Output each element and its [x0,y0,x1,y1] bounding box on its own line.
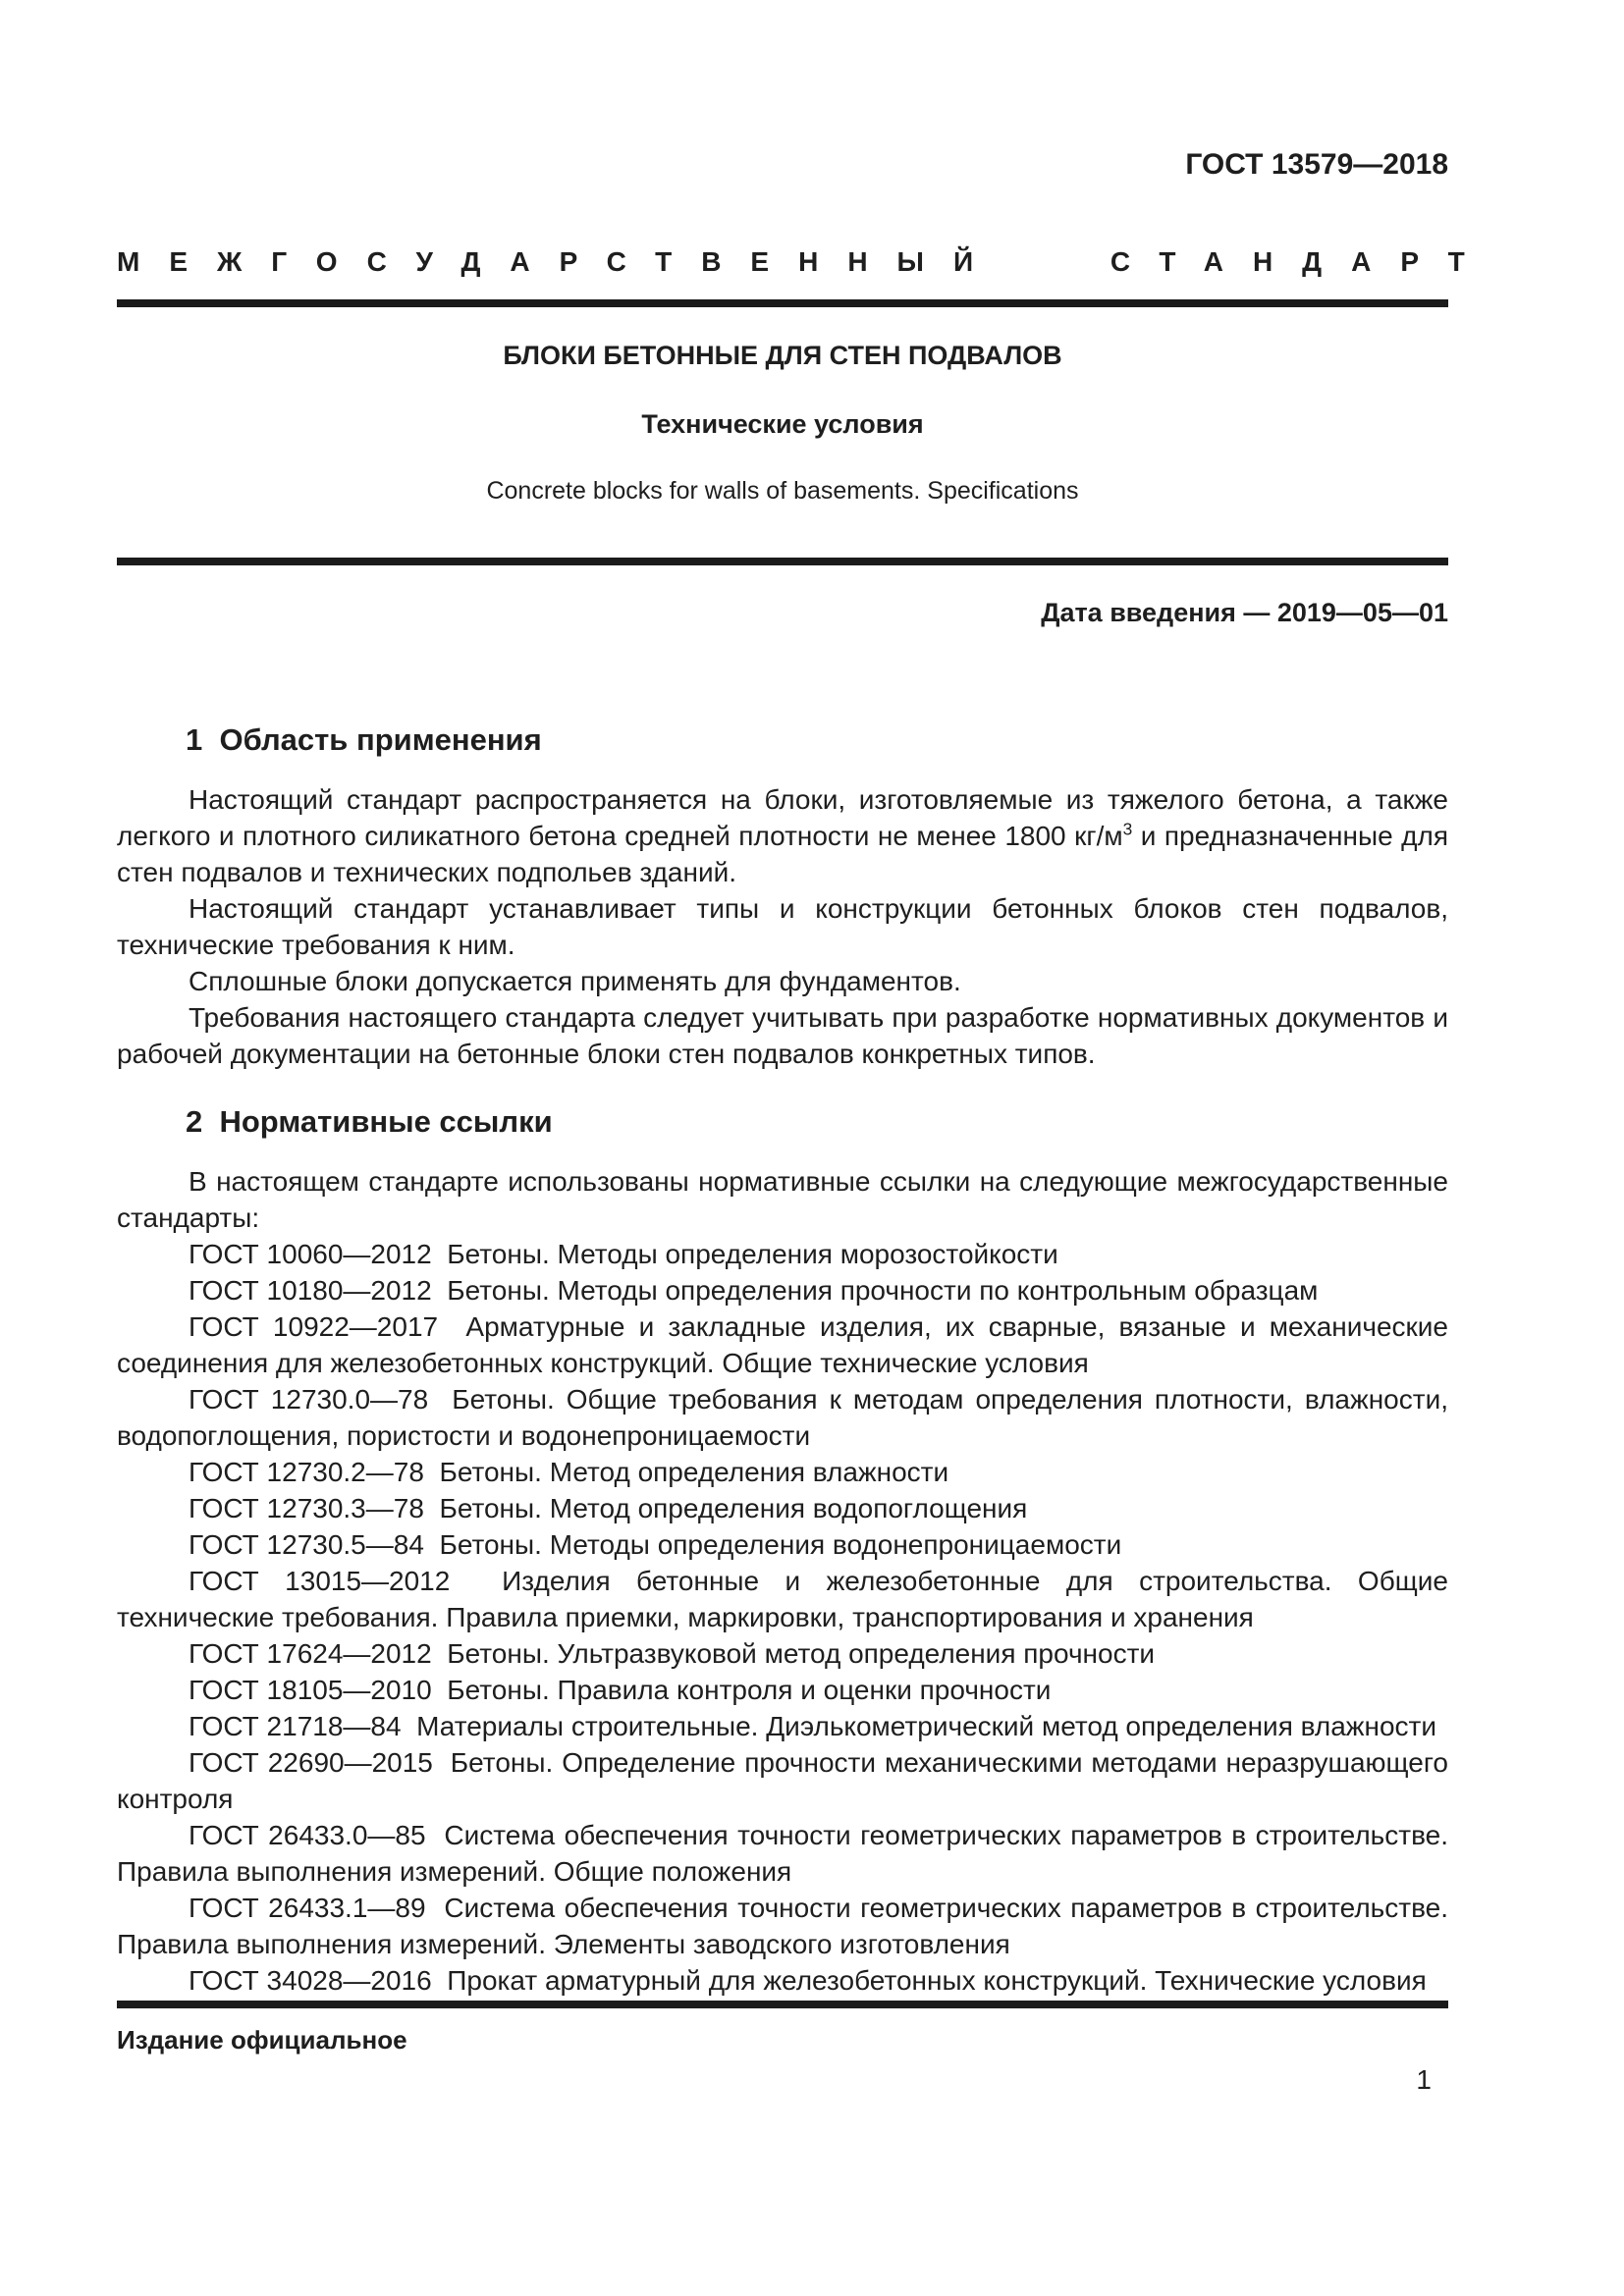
standard-type-heading: МЕЖГОСУДАРСТВЕННЫЙ СТАНДАРТ [117,246,1494,277]
references-intro: В настоящем стандарте использованы нормативные ссылки на следующие межгосударственные стандарты: [117,1166,1448,1233]
section-references-heading: 2 Нормативные ссылки [186,1104,553,1139]
reference-item: ГОСТ 34028—2016 Прокат арматурный для железобетонных конструкций. Технические условия [189,1965,1427,1996]
scope-paragraph-2: Настоящий стандарт устанавливает типы и конструкции бетонных блоков стен подвалов, технические требования к ним. [117,893,1448,960]
reference-item: ГОСТ 12730.3—78 Бетоны. Метод определения водопоглощения [189,1493,1028,1523]
reference-item: ГОСТ 12730.0—78 Бетоны. Общие требования к методам определения плотности, влажности, водопоглощения, пористости и водонепроницаемости [117,1384,1448,1451]
reference-item: ГОСТ 26433.1—89 Система обеспечения точности геометрических параметров в строительстве. Правила выполнения измерений. Элементы заводского изготовления [117,1893,1448,1959]
reference-item: ГОСТ 10180—2012 Бетоны. Методы определения прочности по контрольным образцам [189,1275,1319,1306]
section-scope-body [117,781,1448,1072]
header-rule [117,299,1448,307]
title-rule [117,558,1448,565]
section-references-body [117,1163,1448,1999]
scope-paragraph-3: Сплошные блоки допускается применять для фундаментов. [189,966,961,996]
superscript-cube: 3 [1122,819,1133,839]
doc-number: ГОСТ 13579—2018 [1185,148,1448,181]
reference-item: ГОСТ 17624—2012 Бетоны. Ультразвуковой метод определения прочности [189,1638,1156,1669]
scope-paragraph-4: Требования настоящего стандарта следует учитывать при разработке нормативных документов и рабочей документации на бетонные блоки стен подвалов конкретных типов. [117,1002,1448,1069]
footer-rule [117,2001,1448,2008]
reference-item: ГОСТ 10922—2017 Арматурные и закладные изделия, их сварные, вязаные и механические соединения для железобетонных конструкций. Общие технические условия [117,1311,1448,1378]
reference-item: ГОСТ 21718—84 Материалы строительные. Диэлькометрический метод определения влажности [189,1711,1437,1741]
section-scope-heading: 1 Область применения [186,722,542,757]
reference-item: ГОСТ 22690—2015 Бетоны. Определение прочности механическими методами неразрушающего контроля [117,1747,1448,1814]
scope-paragraph-1-tail: и предназначенные для стен подвалов и технических подпольев зданий. [117,821,1448,887]
edition-note: Издание официальное [117,2025,407,2055]
reference-item: ГОСТ 12730.2—78 Бетоны. Метод определения влажности [189,1457,949,1487]
document-subtitle-ru: Технические условия [641,409,924,439]
reference-item: ГОСТ 13015—2012 Изделия бетонные и железобетонные для строительства. Общие технические требования. Правила приемки, маркировки, транспортирования и хранения [117,1566,1448,1632]
references-list [117,1236,1448,1999]
reference-item: ГОСТ 18105—2010 Бетоны. Правила контроля и оценки прочности [189,1675,1052,1705]
page-number: 1 [1416,2064,1432,2095]
document-title-en: Concrete blocks for walls of basements. Specifications [486,477,1079,505]
reference-item: ГОСТ 12730.5—84 Бетоны. Методы определения водонепроницаемости [189,1529,1122,1560]
reference-item: ГОСТ 26433.0—85 Система обеспечения точности геометрических параметров в строительстве. Правила выполнения измерений. Общие положения [117,1820,1448,1887]
scope-paragraph-1 [117,781,1448,890]
reference-item: ГОСТ 10060—2012 Бетоны. Методы определения морозостойкости [189,1239,1058,1269]
scope-paragraph-1-text: Настоящий стандарт распространяется на блоки, изготовляемые из тяжелого бетона, а также легкого и плотного силикатного бетона средней плотности не менее 1800 кг/м [117,784,1448,851]
document-title-ru: БЛОКИ БЕТОННЫЕ ДЛЯ СТЕН ПОДВАЛОВ [503,341,1062,370]
effective-date: Дата введения — 2019—05—01 [1041,598,1448,627]
